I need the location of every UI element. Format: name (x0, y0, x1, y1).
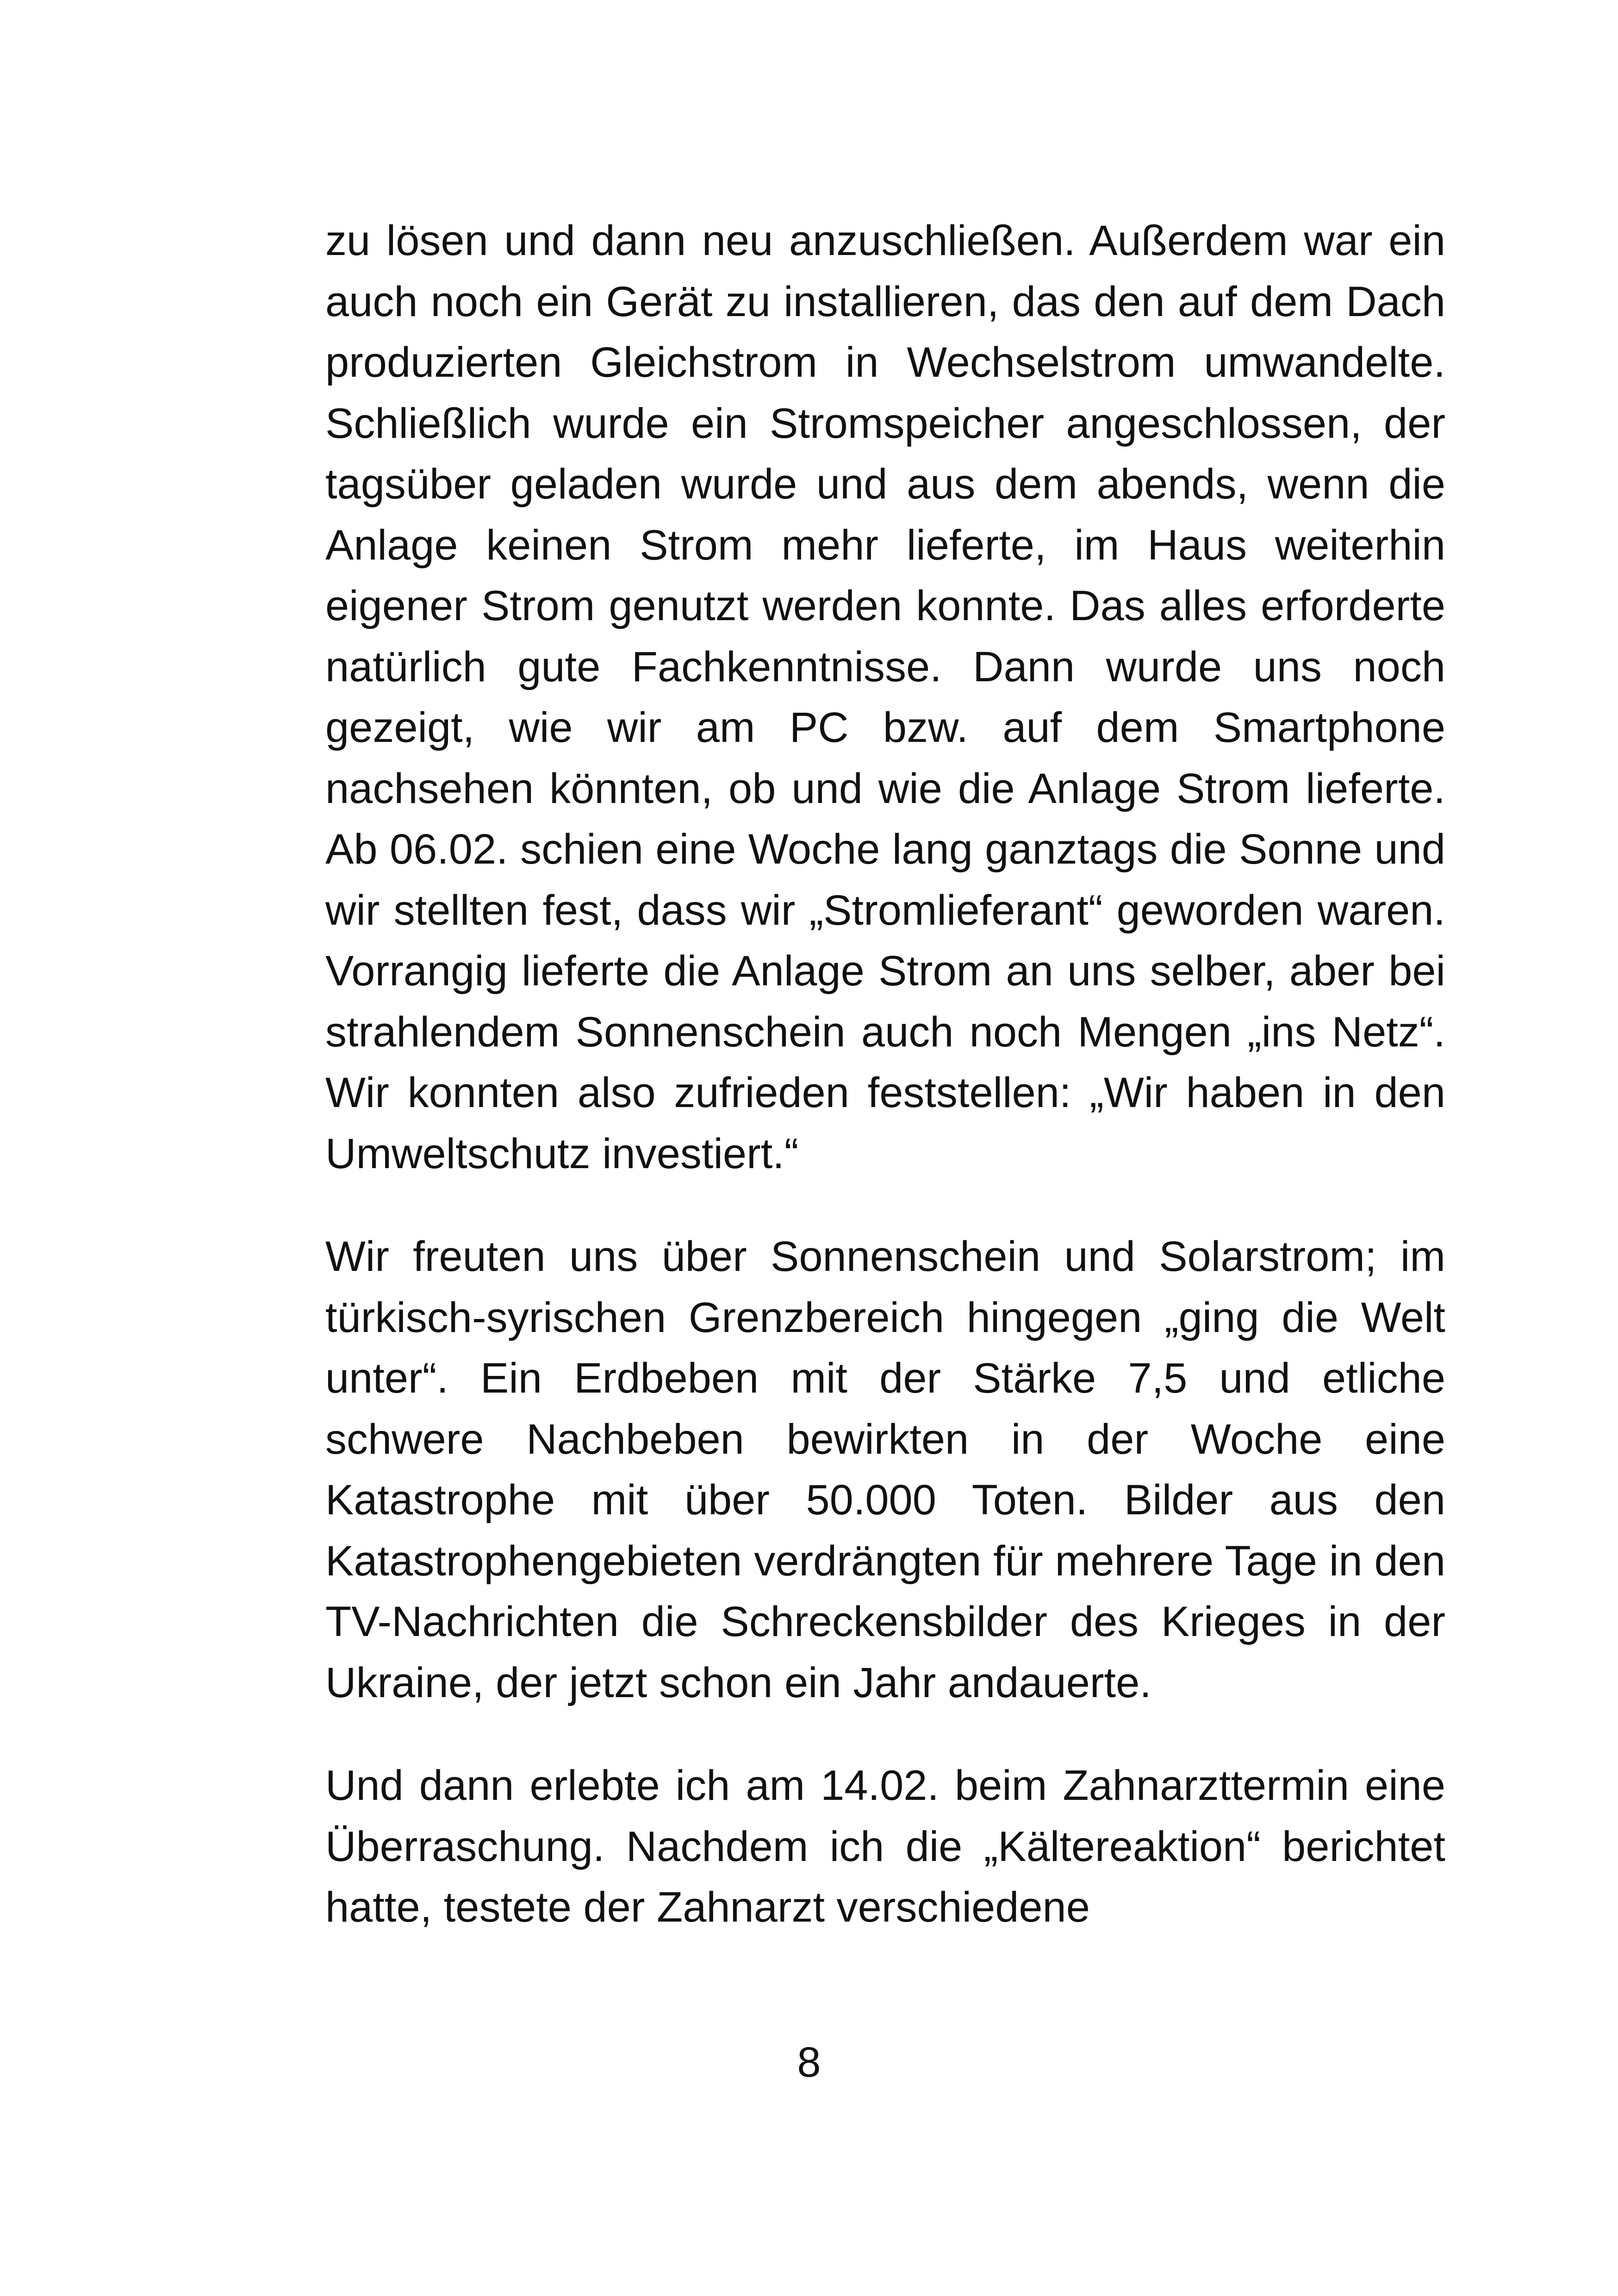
paragraph-solar-installation: zu lösen und dann neu anzuschließen. Außerdem war ein auch noch ein Gerät zu installieren, das den auf dem Dach produzierten Gleichstrom in Wechselstrom umwandelte. Schließlich wurde ein Stromspeicher angeschlossen, der tagsüber geladen wurde und aus dem abends, wenn die Anlage keinen Strom mehr lieferte, im Haus weiterhin eigener Strom genutzt werden konnte. Das alles erforderte natürlich gute Fachkenntnisse. Dann wurde uns noch gezeigt, wie wir am PC bzw. auf dem Smartphone nachsehen könnten, ob und wie die Anlage Strom lieferte. Ab 06.02. schien eine Woche lang ganztags die Sonne und wir stellten fest, dass wir „Stromlieferant“ geworden waren. Vorrangig lieferte die Anlage Strom an uns selber, aber bei strahlendem Sonnenschein auch noch Mengen „ins Netz“. Wir konnten also zufrieden feststellen: „Wir haben in den Umweltschutz investiert.“ (325, 217, 1445, 1177)
paragraph-earthquake: Wir freuten uns über Sonnenschein und Solarstrom; im türkisch-syrischen Grenzbereich hingegen „ging die Welt unter“. Ein Erdbeben mit der Stärke 7,5 und etliche schwere Nachbeben bewirkten in der Woche eine Katastrophe mit über 50.000 Toten. Bilder aus den Katastrophengebieten verdrängten für mehrere Tage in den TV-Nachrichten die Schreckensbilder des Krieges in der Ukraine, der jetzt schon ein Jahr andauerte. (325, 1233, 1445, 1706)
body-text (325, 211, 1445, 1938)
paragraph-dentist: Und dann erlebte ich am 14.02. beim Zahnarzttermin eine Überraschung. Nachdem ich die „Kältereaktion“ berichtet hatte, testete der Zahnarzt verschiedene (325, 1762, 1445, 1931)
page-number: 8 (797, 2039, 821, 2086)
